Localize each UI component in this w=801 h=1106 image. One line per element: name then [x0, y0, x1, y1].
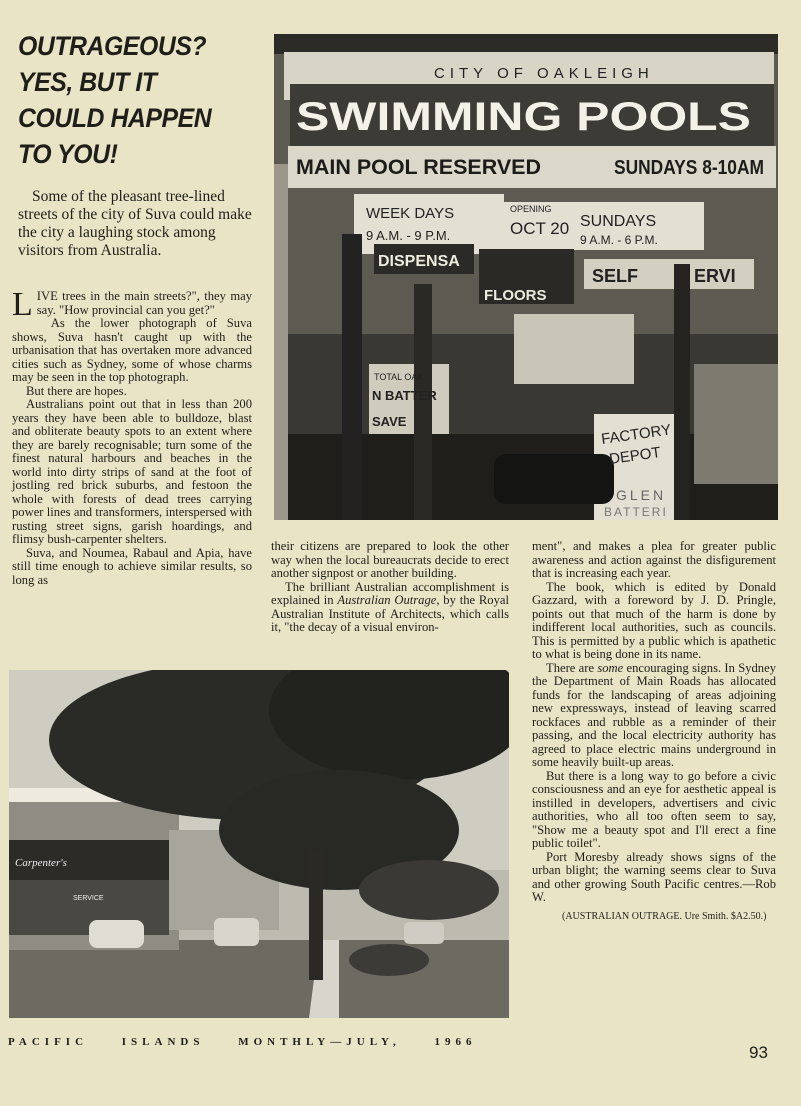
column-1	[12, 286, 252, 587]
bottom-photograph	[9, 670, 509, 1018]
standfirst: Some of the pleasant tree-lined streets of the city of Suva could make the city a laughing stock among visitors from Australia.	[18, 188, 252, 259]
sign-save: SAVE	[372, 414, 407, 429]
sign-city: CITY OF OAKLEIGH	[434, 65, 654, 82]
column-2	[271, 540, 509, 635]
sign-opening: OPENING	[510, 204, 552, 214]
sign-main-pool: MAIN POOL RESERVED	[296, 156, 541, 179]
footer-monthly: MONTHLY—JULY,	[238, 1036, 401, 1048]
sign-floors: FLOORS	[484, 287, 547, 304]
sign-week-days: WEEK DAYS	[366, 205, 455, 222]
col3-paragraph-4: But there is a long way to go before a civic consciousness and an eye for aesthetic appeal is instilled in developers, advertisers and civic authorities, who all too often seem to say, "Show me a beauty spot and I'll erect a fine public toilet".	[532, 768, 776, 850]
headline-line-2: YES, BUT IT	[18, 67, 157, 97]
sign-batteries: BATTERI	[604, 505, 668, 519]
sign-total: TOTAL OAK	[374, 372, 424, 382]
col1-paragraph-3: But there are hopes.	[26, 383, 127, 398]
sign-batter: N BATTER	[372, 388, 437, 403]
footer-islands: ISLANDS	[121, 1036, 205, 1048]
sign-sundays-2: SUNDAYS	[580, 213, 657, 230]
book-title: Australian Outrage	[337, 593, 437, 607]
sign-dispensary: DISPENSA	[378, 253, 460, 270]
headline-line-3: COULD HAPPEN	[18, 103, 212, 133]
col2-paragraph-2: The brilliant Australian accomplishment is explained in Australian Outrage, by the Royal Australian Institute of Architects, which calls it, "the decay of a visual environ-	[271, 579, 509, 634]
drop-cap: L	[12, 286, 33, 323]
book-credit: (AUSTRALIAN OUTRAGE. Ure Smith. $A2.50.)	[562, 910, 767, 922]
headline-line-1: OUTRAGEOUS?	[18, 31, 207, 61]
column-3	[532, 540, 776, 922]
col3-paragraph-5: Port Moresby already shows signs of the urban blight; the warning seems clear to Suva and other growing South Pacific centres.—Rob W.	[532, 849, 776, 904]
sign-sundays-2-hours: 9 A.M. - 6 P.M.	[580, 233, 658, 247]
sign-depot: DEPOT	[608, 443, 662, 468]
sign-serve: ERVI	[694, 266, 736, 286]
page-number: 93	[749, 1043, 768, 1062]
footer-pacific: PACIFIC	[8, 1036, 89, 1048]
col3-paragraph-2: The book, which is edited by Donald Gazzard, with a foreword by J. D. Pringle, points out that much of the harm is done by indifferent local authorities, such as councils. This is permitted by a public which is apathetic to what is being done in its name.	[532, 579, 776, 661]
sign-swimming-pools: SWIMMING POOLS	[296, 95, 751, 139]
headline	[18, 28, 246, 172]
page-footer	[8, 1036, 708, 1048]
sign-sundays-hours: SUNDAYS 8-10AM	[614, 157, 764, 179]
col2-paragraph-1: their citizens are prepared to look the other way when the local bureaucrats decide to erect another signpost or another building.	[271, 539, 509, 580]
sign-self: SELF	[592, 266, 639, 286]
col1-paragraph-5: Suva, and Noumea, Rabaul and Apia, have still time enough to achieve similar results, so long as	[12, 545, 252, 587]
col1-paragraph-4: Australians point out that in less than 200 years they have been able to bulldoze, blast and obliterate beauty spots to an extent where they are barely recognisable; turn some of the finest natural harbours and beaches in the world into dirty strips of sand at the foot of jostling red brick suburbs, and festoon the whole with forests of dead trees carrying power lines and transformers, interspersed with rusting street signs, garish hoardings, and flimsy bush-carpenter shelters.	[12, 397, 252, 546]
col3-paragraph-1: ment", and makes a plea for greater public awareness and action against the disfigurement that is increasing each year.	[532, 539, 776, 580]
sign-factory: FACTORY	[600, 421, 673, 448]
sign-week-hours: 9 A.M. - 9 P.M.	[366, 228, 451, 243]
sign-carpenters: Carpenter's	[15, 857, 67, 869]
headline-line-4: TO YOU!	[18, 139, 118, 169]
col3-paragraph-3: There are some encouraging signs. In Sydney the Department of Main Roads has allocated funds for the landscaping of areas adjoining new expressways, instead of leaving scarred rockfaces and rubble as a reminder of their passing, and the local electricity authority has agreed to place electric mains underground in some heavily built-up areas.	[532, 660, 776, 769]
footer-year: 1966	[434, 1036, 477, 1048]
sign-oct: OCT 20	[510, 219, 570, 238]
col1-paragraph-2: As the lower photograph of Suva shows, Suva hasn't caught up with the urbanisation that has overtaken more advanced cities such as Sydney, some of whose charms may be seen in the top photograph.	[12, 316, 252, 384]
sign-glen: GLEN	[616, 487, 667, 503]
sign-service: SERVICE	[73, 895, 104, 902]
col1-paragraph-1: LIVE trees in the main streets?", they may say. "How provincial can you get?"	[12, 286, 252, 323]
top-photograph	[274, 34, 778, 520]
